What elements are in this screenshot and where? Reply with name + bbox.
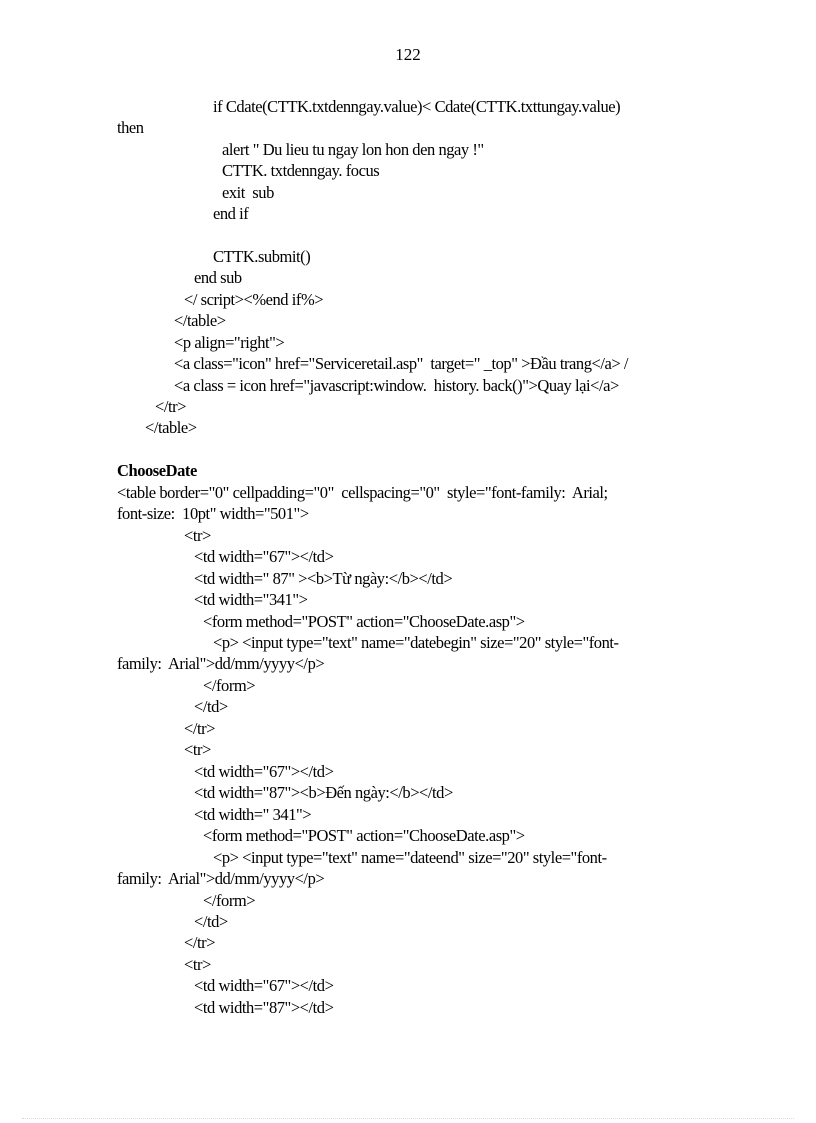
code-line: <a class = icon href="javascript:window. history. back()">Quay lại</a> — [174, 376, 619, 395]
section-heading: ChooseDate — [117, 461, 197, 480]
code-line: <td width="67"></td> — [194, 547, 334, 566]
code-line: </tr> — [184, 933, 216, 952]
code-line: font-size: 10pt" width="501"> — [117, 504, 309, 523]
code-line: </form> — [203, 891, 256, 910]
code-line: </ script><%end if%> — [184, 290, 324, 309]
code-line: <tr> — [184, 740, 211, 759]
code-line: </tr> — [155, 397, 187, 416]
code-line: <td width=" 87" ><b>Từ ngày:</b></td> — [194, 569, 453, 588]
code-line: </table> — [174, 311, 226, 330]
code-line: </td> — [194, 912, 228, 931]
code-line: CTTK. txtdenngay. focus — [222, 161, 380, 180]
page-number: 122 — [395, 45, 421, 64]
code-line: <tr> — [184, 955, 211, 974]
code-line: <tr> — [184, 526, 211, 545]
code-line: exit sub — [222, 183, 274, 202]
code-line: <td width=" 341"> — [194, 805, 312, 824]
code-line: </form> — [203, 676, 256, 695]
code-line: <a class="icon" href="Serviceretail.asp" target=" _top" >Đầu trang</a> / — [174, 354, 629, 373]
code-line: <p> <input type="text" name="dateend" size="20" style="font- — [213, 848, 607, 867]
code-line: </tr> — [184, 719, 216, 738]
code-line: </table> — [145, 418, 197, 437]
page-bottom-rule — [22, 1118, 794, 1119]
code-line: <td width="67"></td> — [194, 762, 334, 781]
code-line: </td> — [194, 697, 228, 716]
code-line: <td width="67"></td> — [194, 976, 334, 995]
code-line: <table border="0" cellpadding="0" cellspacing="0" style="font-family: Arial; — [117, 483, 608, 502]
code-line: end if — [213, 204, 249, 223]
code-line: if Cdate(CTTK.txtdenngay.value)< Cdate(CTTK.txttungay.value) — [213, 97, 621, 116]
code-line: <td width="87"><b>Đến ngày:</b></td> — [194, 783, 453, 802]
code-line: <form method="POST" action="ChooseDate.asp"> — [203, 826, 525, 845]
code-line: end sub — [194, 268, 242, 287]
code-line: alert " Du lieu tu ngay lon hon den ngay !" — [222, 140, 484, 159]
code-line: <td width="87"></td> — [194, 998, 334, 1017]
code-line: <td width="341"> — [194, 590, 308, 609]
code-line: <p> <input type="text" name="datebegin" size="20" style="font- — [213, 633, 619, 652]
code-line: <p align="right"> — [174, 333, 285, 352]
code-line: family: Arial">dd/mm/yyyy</p> — [117, 869, 325, 888]
code-line: family: Arial">dd/mm/yyyy</p> — [117, 654, 325, 673]
code-line: <form method="POST" action="ChooseDate.asp"> — [203, 612, 525, 631]
code-line: then — [117, 118, 144, 137]
code-line: CTTK.submit() — [213, 247, 311, 266]
